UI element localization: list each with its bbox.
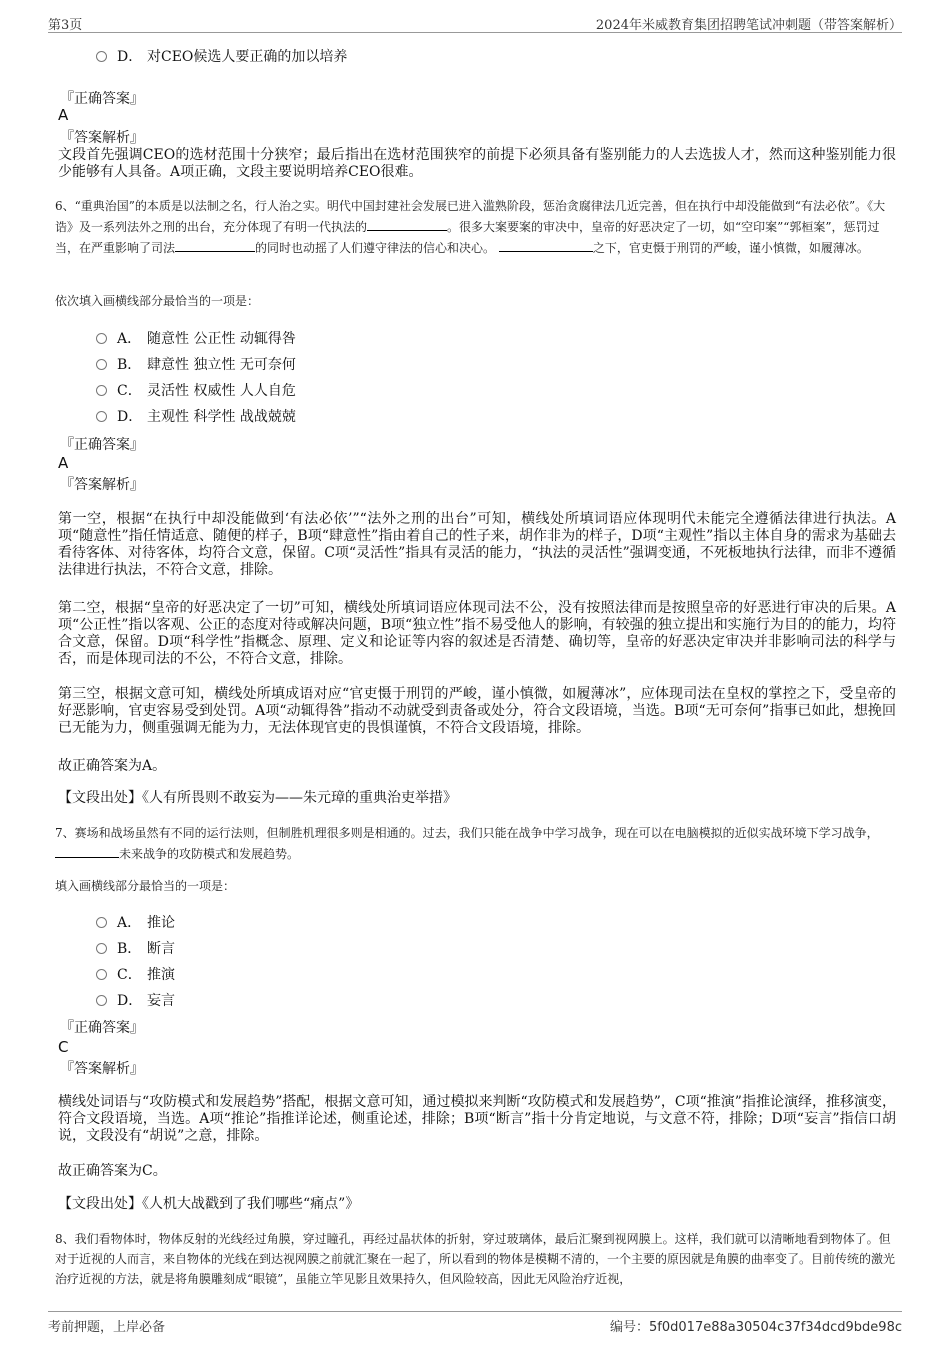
- q6-conclusion: 故正确答案为A。: [58, 758, 167, 774]
- q6-answer-label: 『正确答案』: [60, 437, 144, 453]
- radio-icon[interactable]: [96, 51, 107, 62]
- q6-stem: 6、“重典治国”的本质是以法制之名，行人治之实。明代中国封建社会发展已进入滥熟阶段，惩治贪腐律法几近完善，但在执行中却没能做到“有法必依”。《大诰》及一系列法外之刑的出台，充分体现了有明一代执法的 。很多大案要案的审决中，皇帝的好恶决定了一切，如“空印案”“郭桓案”，惩罚过当，在严重影响了司法 的同时也动摇了人们遵守律法的信心和决心。 之下，官吏慑于刑罚的严峻，谨小慎微，如履薄冰。: [55, 199, 886, 255]
- q6-prompt: 依次填入画横线部分最恰当的一项是：: [55, 294, 260, 308]
- q6-answer: A: [58, 454, 69, 472]
- q7-conclusion: 故正确答案为C。: [58, 1163, 167, 1179]
- q7-source: 【文段出处】《人机大战戳到了我们哪些“痛点”》: [58, 1196, 360, 1212]
- q7-prompt: 填入画横线部分最恰当的一项是：: [55, 879, 236, 893]
- page-footer: [48, 1311, 902, 1334]
- q7-option-c[interactable]: C． 推演: [96, 965, 175, 985]
- q5-answer-label: 『正确答案』: [60, 91, 144, 107]
- q5-answer: A: [58, 106, 69, 124]
- q6-analysis-label: 『答案解析』: [60, 477, 144, 493]
- document-code: 编号：5f0d017e88a30504c37f34dcd9bde98c: [610, 1320, 902, 1335]
- q7-stem: 7、赛场和战场虽然有不同的运行法则，但制胜机理很多则是相通的。过去，我们只能在战争中学习战争，现在可以在电脑模拟的近似实战环境下学习战争，未来战争的攻防模式和发展趋势。: [55, 826, 879, 861]
- q7-answer-label: 『正确答案』: [60, 1020, 144, 1036]
- document-title: 2024年米威教育集团招聘笔试冲刺题（带答案解析）: [595, 18, 902, 33]
- q6-analysis-p2: 第二空，根据“皇帝的好恶决定了一切”可知，横线处所填词语应体现司法不公，没有按照法律而是按照皇帝的好恶进行审决的后果。A项“公正性”指以客观、公正的态度对待或解决问题，B项“独立性”指不易受他人的影响，有较强的独立提出和实施行为目的的能力，均符合文意，保留。D项“科学性”指概念、原理、定义和论证等内容的叙述是否清楚、确切等，皇帝的好恶决定审决并非影响司法的科学与否，而是体现司法的不公，不符合文意，排除。: [58, 600, 896, 667]
- q6-option-a[interactable]: A． 随意性 公正性 动辄得咎: [96, 329, 296, 349]
- q6-source: 【文段出处】《人有所畏则不敢妄为——朱元璋的重典治吏举措》: [58, 790, 457, 806]
- radio-icon[interactable]: [96, 333, 107, 344]
- q5-analysis: 文段首先强调CEO的选材范围十分狭窄；最后指出在选材范围狭窄的前提下必须具备有鉴别能力的人去选拔人才，然而这种鉴别能力很少能够有人具备。A项正确，文段主要说明培养CEO很难。: [58, 147, 896, 180]
- page-header: [48, 14, 902, 33]
- radio-icon[interactable]: [96, 969, 107, 980]
- q7-option-b[interactable]: B． 断言: [96, 939, 175, 959]
- q6-option-d[interactable]: D． 主观性 科学性 战战兢兢: [96, 407, 296, 427]
- q7-answer: C: [58, 1038, 69, 1056]
- q7-option-a[interactable]: A． 推论: [96, 913, 175, 933]
- q5-analysis-label: 『答案解析』: [60, 130, 144, 146]
- q6-analysis-p3: 第三空，根据文意可知，横线处所填成语对应“官吏慑于刑罚的严峻，谨小慎微，如履薄冰”，应体现司法在皇权的掌控之下，受皇帝的好恶影响，官吏容易受到处罚。A项“动辄得咎”指动不动就受到责备或处分，符合文段语境，当选。B项“无可奈何”指事已如此，想挽回已无能为力，侧重强调无能为力，无法体现官吏的畏惧谨慎，不符合文段语境，排除。: [58, 686, 896, 736]
- radio-icon[interactable]: [96, 411, 107, 422]
- page-number: 第3页: [48, 18, 83, 33]
- radio-icon[interactable]: [96, 359, 107, 370]
- footer-slogan: 考前押题，上岸必备: [48, 1320, 166, 1335]
- q5-option-d[interactable]: D． 对CEO候选人要正确的加以培养: [96, 47, 347, 67]
- q8-stem: 8、我们看物体时，物体反射的光线经过角膜，穿过瞳孔，再经过晶状体的折射，穿过玻璃体，最后汇聚到视网膜上。这样，我们就可以清晰地看到物体了。但对于近视的人而言，来自物体的光线在到达视网膜之前就汇聚在一起了，所以看到的物体是模糊不清的，一个主要的原因就是角膜的曲率变了。目前传统的激光治疗近视的方法，就是将角膜雕刻成“眼镜”，虽能立竿见影且效果持久，但风险较高，因此无风险治疗近视，: [55, 1232, 896, 1286]
- q6-option-b[interactable]: B． 肆意性 独立性 无可奈何: [96, 355, 296, 375]
- q6-option-c[interactable]: C． 灵活性 权威性 人人自危: [96, 381, 296, 401]
- q6-analysis-p1: 第一空，根据“在执行中却没能做到‘有法必依’”“法外之刑的出台”可知，横线处所填词语应体现明代未能完全遵循法律进行执法。A项“随意性”指任情适意、随便的样子，B项“肆意性”指由着自己的性子来，胡作非为的样子，D项“主观性”指以主体自身的需求为基础去看待客体、对待客体，均符合文意，保留。C项“灵活性”指具有灵活的能力，“执法的灵活性”强调变通，不死板地执行法律，而非不遵循法律进行执法，不符合文意，排除。: [58, 511, 896, 578]
- q7-option-d[interactable]: D． 妄言: [96, 991, 175, 1011]
- radio-icon[interactable]: [96, 385, 107, 396]
- q7-analysis-p1: 横线处词语与“攻防模式和发展趋势”搭配，根据文意可知，通过模拟来判断“攻防模式和发展趋势”，C项“推演”指推论演绎，推移演变，符合文段语境，当选。A项“推论”指推详论述，侧重论述，排除；B项“断言”指十分肯定地说，与文意不符，排除；D项“妄言”指信口胡说，文段没有“胡说”之意，排除。: [58, 1094, 896, 1144]
- radio-icon[interactable]: [96, 995, 107, 1006]
- radio-icon[interactable]: [96, 943, 107, 954]
- q7-analysis-label: 『答案解析』: [60, 1061, 144, 1077]
- radio-icon[interactable]: [96, 917, 107, 928]
